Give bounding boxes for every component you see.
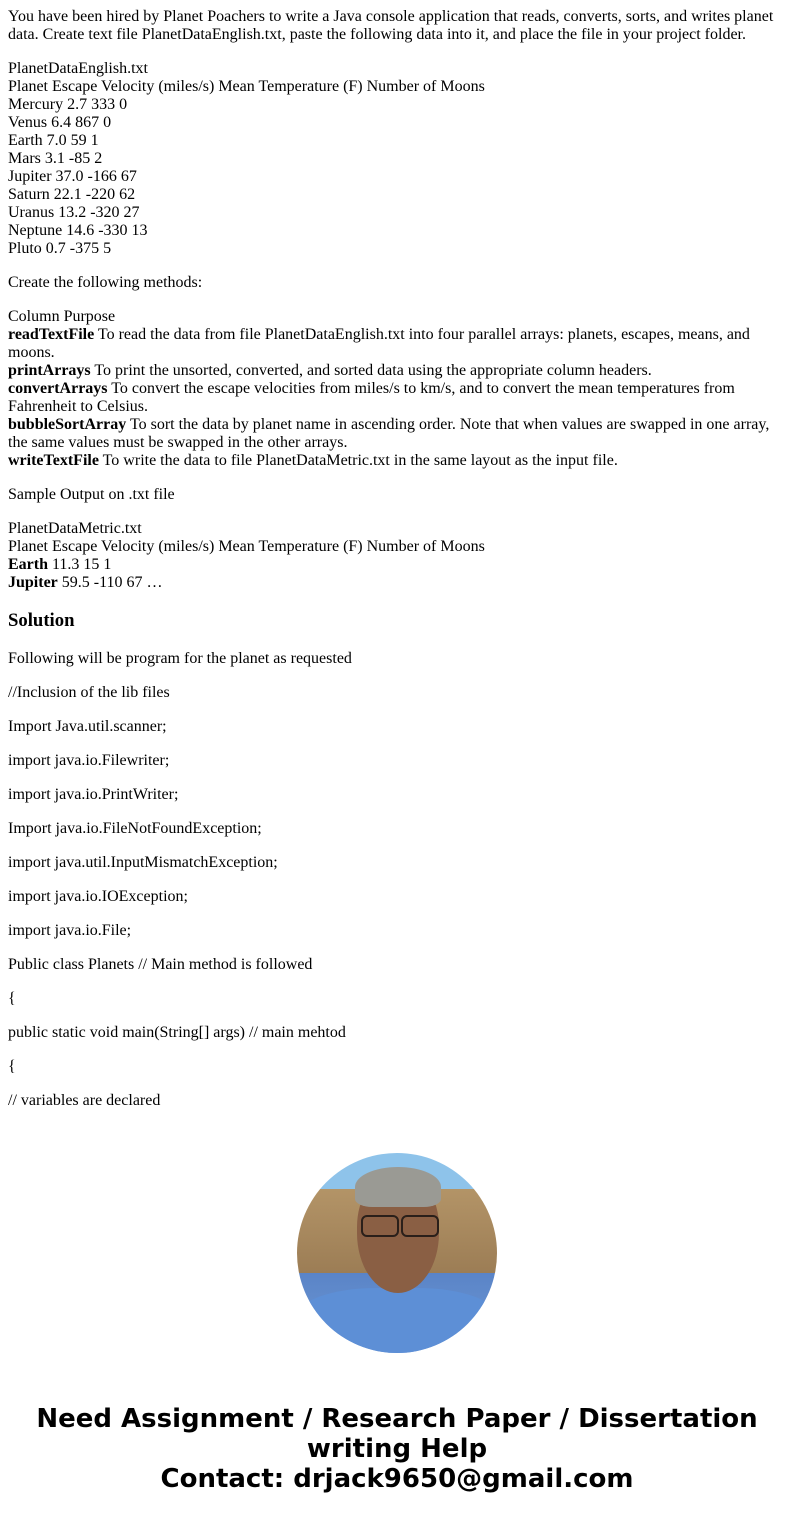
methods-intro: Create the following methods: — [8, 274, 203, 291]
method-desc: To read the data from file PlanetDataEnglish.txt into four parallel arrays: planets, escapes, means, and moons. — [8, 326, 750, 361]
method-name: convertArrays — [8, 380, 108, 397]
code-line: // variables are declared — [8, 1092, 161, 1109]
code-line: import java.io.File; — [8, 922, 132, 939]
data-row: Uranus 13.2 -320 27 — [8, 204, 140, 221]
data-row: Mercury 2.7 333 0 — [8, 96, 128, 113]
code-line: //Inclusion of the lib files — [8, 684, 170, 701]
code-line: import java.io.IOException; — [8, 888, 188, 905]
code-line: Public class Planets // Main method is followed — [8, 956, 313, 973]
code-line: { — [8, 1058, 16, 1075]
method-item — [8, 452, 786, 470]
code-line: Import java.io.FileNotFoundException; — [8, 820, 262, 837]
output-values: 11.3 15 1 — [48, 556, 112, 573]
sample-label: Sample Output on .txt file — [8, 486, 175, 503]
solution-paragraph: Following will be program for the planet as requested — [8, 650, 352, 667]
method-desc: To convert the escape velocities from miles/s to km/s, and to convert the mean temperatures from Fahrenheit to Celsius. — [8, 380, 735, 415]
data-row: Venus 6.4 867 0 — [8, 114, 112, 131]
code-line: Import Java.util.scanner; — [8, 718, 167, 735]
author-avatar — [297, 1153, 497, 1353]
data-row: Mars 3.1 -85 2 — [8, 150, 103, 167]
code-line: public static void main(String[] args) // main mehtod — [8, 1024, 346, 1041]
methods-header: Column Purpose — [8, 308, 116, 325]
data-row: Earth 7.0 59 1 — [8, 132, 99, 149]
input-file-name: PlanetDataEnglish.txt — [8, 60, 148, 77]
data-row: Saturn 22.1 -220 62 — [8, 186, 136, 203]
output-values: 59.5 -110 67 … — [57, 574, 163, 591]
methods-list — [8, 308, 786, 470]
output-row — [8, 556, 786, 574]
intro-paragraph: You have been hired by Planet Poachers to write a Java console application that reads, converts, sorts, and writes planet data. Create text file PlanetDataEnglish.txt, paste the following data into it, and place the file in your project folder. — [8, 8, 774, 43]
avatar-hair — [355, 1167, 441, 1207]
method-item — [8, 326, 786, 362]
code-line: import java.io.Filewriter; — [8, 752, 170, 769]
method-desc: To sort the data by planet name in ascending order. Note that when values are swapped in one array, the same values must be swapped in the other arrays. — [8, 416, 770, 451]
output-row — [8, 574, 786, 592]
avatar-glasses — [357, 1215, 441, 1235]
output-file-data — [8, 520, 786, 592]
method-name: writeTextFile — [8, 452, 99, 469]
contact-email: Contact: drjack9650@gmail.com — [160, 1464, 634, 1494]
contact-banner — [0, 1404, 794, 1494]
output-file-header: Planet Escape Velocity (miles/s) Mean Temperature (F) Number of Moons — [8, 538, 485, 555]
data-row: Pluto 0.7 -375 5 — [8, 240, 112, 257]
avatar-shirt — [297, 1288, 497, 1353]
code-line: import java.io.PrintWriter; — [8, 786, 179, 803]
input-file-data — [8, 60, 786, 258]
method-item — [8, 416, 786, 452]
method-desc: To write the data to file PlanetDataMetric.txt in the same layout as the input file. — [98, 452, 618, 469]
method-desc: To print the unsorted, converted, and sorted data using the appropriate column headers. — [90, 362, 652, 379]
method-name: printArrays — [8, 362, 91, 379]
output-planet: Jupiter — [8, 574, 58, 591]
method-item — [8, 362, 786, 380]
method-name: readTextFile — [8, 326, 95, 343]
output-file-name: PlanetDataMetric.txt — [8, 520, 142, 537]
method-name: bubbleSortArray — [8, 416, 127, 433]
output-planet: Earth — [8, 556, 48, 573]
data-row: Jupiter 37.0 -166 67 — [8, 168, 137, 185]
code-line: { — [8, 990, 16, 1007]
help-text: Need Assignment / Research Paper / Dissertation writing Help — [36, 1404, 758, 1464]
data-row: Neptune 14.6 -330 13 — [8, 222, 148, 239]
method-item — [8, 380, 786, 416]
input-file-header: Planet Escape Velocity (miles/s) Mean Temperature (F) Number of Moons — [8, 78, 485, 95]
solution-heading: Solution — [8, 610, 75, 631]
code-line: import java.util.InputMismatchException; — [8, 854, 278, 871]
